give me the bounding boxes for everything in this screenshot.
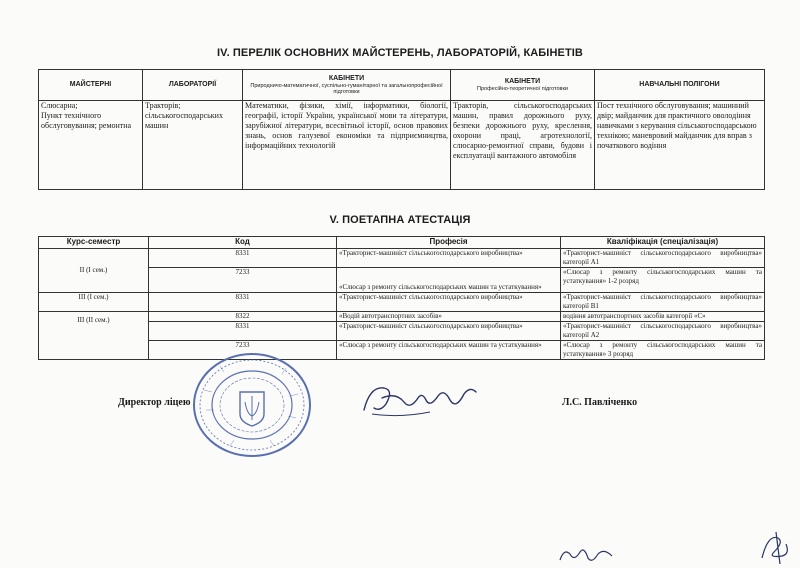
cell-profession: «Тракторист-машиніст сільськогосподарського виробництва» <box>337 293 561 312</box>
cell-course: III (I сем.) <box>39 293 149 312</box>
section-4-title: IV. ПЕРЕЛІК ОСНОВНИХ МАЙСТЕРЕНЬ, ЛАБОРАТОРІЙ, КАБІНЕТІВ <box>217 47 583 59</box>
cell-course: III (II сем.) <box>39 312 149 360</box>
margin-signature-icon <box>556 544 616 566</box>
official-seal-icon <box>190 350 314 460</box>
cell-code: 7233 <box>149 341 337 360</box>
cell-code: 8331 <box>149 249 337 268</box>
attestation-table <box>38 236 765 360</box>
header-qualification: Кваліфікація (спеціалізація) <box>561 237 765 249</box>
cell-profession: «Водій автотранспортних засобів» <box>337 312 561 322</box>
cell-qualification: «Слюсар з ремонту сільськогосподарських машин та устаткування» 1-2 розряд <box>561 268 765 293</box>
corner-signature-icon <box>756 528 796 566</box>
header-cabinets-professional <box>451 70 595 101</box>
cell-cab1: Математики, фізики, хімії, інформатики, біології, географії, історії України, української мови та літератури, зарубіжної літератури, всесвітньої історії, основ правових знань, основ галузевої економіки та підприємництва, інформаційних технологій <box>243 101 451 190</box>
director-role: Директор ліцею <box>118 397 191 408</box>
header-labs: ЛАБОРАТОРІЇ <box>143 70 243 101</box>
header-profession: Професія <box>337 237 561 249</box>
header-workshops: МАЙСТЕРНІ <box>39 70 143 101</box>
header-cabinets-general <box>243 70 451 101</box>
cell-qualification: «Слюсар з ремонту сільськогосподарських машин та устаткування» 3 розряд <box>561 341 765 360</box>
header-cab2-sub: Професійно-теоретичної підготовки <box>477 86 568 92</box>
cell-workshops: Слюсарна; Пункт технічного обслуговування; ремонтна <box>39 101 143 190</box>
header-cab2-title: КАБІНЕТИ <box>504 78 541 85</box>
header-cab1-sub: Природничо-математичної, суспільно-гуманітарної та загальнопрофесійної підготовки <box>250 83 443 95</box>
cell-profession: «Тракторист-машиніст сільськогосподарського виробництва» <box>337 249 561 268</box>
cell-qualification: водіння автотранспортних засобів категорії «С» <box>561 312 765 322</box>
cell-code: 7233 <box>149 268 337 293</box>
cell-profession: «Тракторист-машиніст сільськогосподарського виробництва» <box>337 322 561 341</box>
table-header-row <box>39 237 765 249</box>
workshops-table <box>38 69 765 190</box>
cell-qualification: «Тракторист-машиніст сільськогосподарського виробництва» категорії В1 <box>561 293 765 312</box>
table-row <box>39 249 765 268</box>
table-row <box>39 312 765 322</box>
cell-grounds: Пост технічного обслуговування; машинний двір; майданчик для практичного оволодіння навичками з керування сільськогосподарською технікою; маневровий майданчик для вправ з початкового водіння <box>595 101 765 190</box>
section-5-title: V. ПОЕТАПНА АТЕСТАЦІЯ <box>329 214 471 226</box>
cell-qualification: «Тракторист-машиніст сільськогосподарського виробництва» категорії А2 <box>561 322 765 341</box>
header-code: Код <box>149 237 337 249</box>
header-course: Курс-семестр <box>39 237 149 249</box>
cell-code: 8331 <box>149 322 337 341</box>
director-name: Л.С. Павліченко <box>562 397 638 408</box>
cell-profession: «Слюсар з ремонту сільськогосподарських машин та устаткування» <box>337 268 561 293</box>
header-cab1-title: КАБІНЕТИ <box>328 75 365 82</box>
table-row <box>39 293 765 312</box>
table-row <box>39 101 765 190</box>
cell-labs: Тракторів; сільськогосподарських машин <box>143 101 243 190</box>
cell-qualification: «Тракторист-машиніст сільськогосподарського виробництва» категорії А1 <box>561 249 765 268</box>
cell-cab2: Тракторів, сільськогосподарських машин, правил дорожнього руху, безпеки дорожнього руху, креслення, охорони праці, агротехнології, слюсарно-ремонтної справи, будови і експлуатації вантажного автомобіля <box>451 101 595 190</box>
cell-profession: «Слюсар з ремонту сільськогосподарських машин та устаткування» <box>337 341 561 360</box>
cell-code: 8331 <box>149 293 337 312</box>
director-signature-icon <box>360 378 480 422</box>
table-header-row <box>39 70 765 101</box>
header-grounds: НАВЧАЛЬНІ ПОЛІГОНИ <box>595 70 765 101</box>
cell-course: II (I сем.) <box>39 249 149 293</box>
cell-code: 8322 <box>149 312 337 322</box>
